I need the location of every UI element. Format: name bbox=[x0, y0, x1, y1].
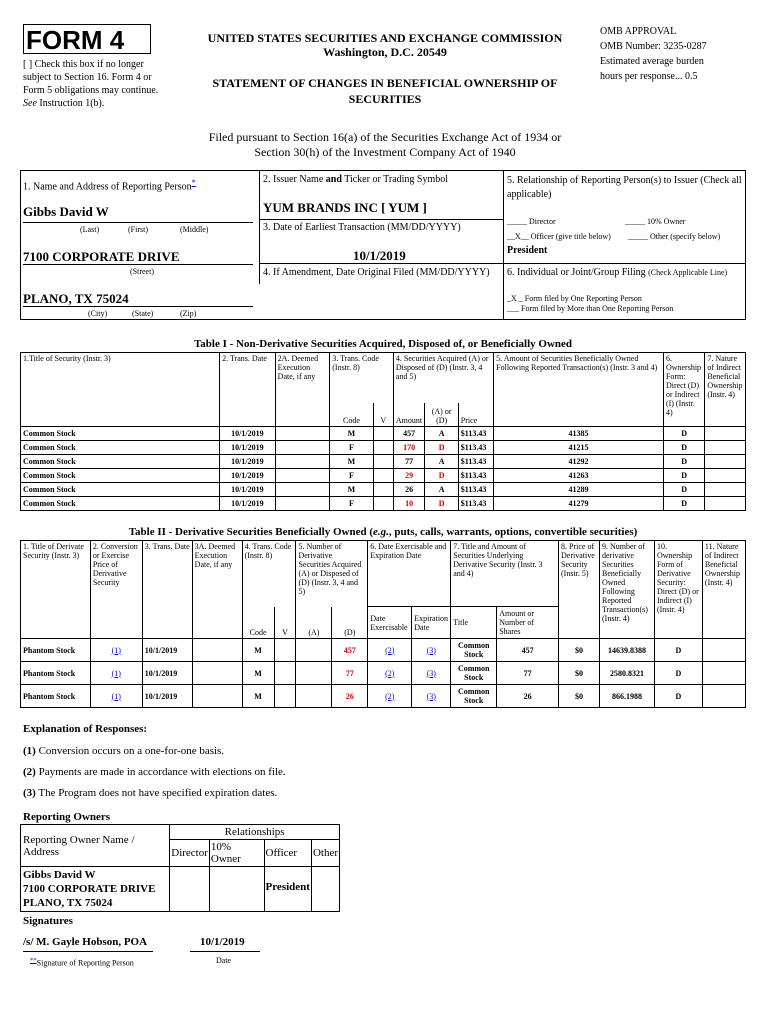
see-text: See bbox=[23, 98, 37, 109]
t2-ttl: Title bbox=[451, 607, 497, 639]
t1-cell-empty bbox=[275, 455, 330, 469]
t1-h5: 5. Amount of Securities Beneficially Owned Following Reported Transaction(s) (Instr. 3 and 4) bbox=[494, 353, 664, 427]
footnote-link[interactable]: (3) bbox=[412, 685, 451, 708]
owners-officer: Officer bbox=[264, 840, 311, 867]
t1-cell-empty bbox=[705, 469, 746, 483]
t1-cell-empty bbox=[705, 441, 746, 455]
t2-cell-date: 10/1/2019 bbox=[142, 685, 192, 708]
footnote-link[interactable]: (1) bbox=[90, 662, 142, 685]
form-title-box bbox=[23, 24, 151, 54]
omb-hours: hours per response... 0.5 bbox=[600, 71, 698, 82]
t1-h6: 6. Ownership Form: Direct (D) or Indirect (I) (Instr. 4) bbox=[663, 353, 704, 427]
t2-cell-price: $0 bbox=[559, 662, 600, 685]
t2-cell-price: $0 bbox=[559, 685, 600, 708]
t1-h7: 7. Nature of Indirect Beneficial Ownership (Instr. 4) bbox=[705, 353, 746, 427]
t1-cell-ad: D bbox=[425, 441, 458, 455]
t2-cell-ttl: Common Stock bbox=[451, 685, 497, 708]
t1-cell-code: F bbox=[330, 441, 373, 455]
t2-cell-empty bbox=[274, 639, 296, 662]
t1-h2: 2. Trans. Date bbox=[220, 353, 276, 427]
street-value: 7100 CORPORATE DRIVE bbox=[23, 249, 180, 264]
form-title: FORM 4 bbox=[26, 25, 125, 55]
t2-h3a: 3A. Deemed Execution Date, if any bbox=[192, 541, 242, 639]
t1-cell-form: D bbox=[663, 427, 704, 441]
owners-relationships: Relationships bbox=[170, 825, 340, 840]
first-label: (First) bbox=[128, 225, 148, 234]
t1-cell-amount: 29 bbox=[393, 469, 425, 483]
t1-amount: Amount bbox=[393, 403, 425, 427]
t2-cell-title: Phantom Stock bbox=[21, 662, 91, 685]
t1-cell-code: M bbox=[330, 483, 373, 497]
director-check[interactable]: _____ Director bbox=[507, 217, 556, 226]
middle-label: (Middle) bbox=[180, 225, 209, 234]
t1-cell-price: $113.43 bbox=[458, 483, 493, 497]
t2-cell-empty bbox=[702, 639, 745, 662]
owners-title: Reporting Owners bbox=[23, 811, 111, 823]
t1-cell-date: 10/1/2019 bbox=[220, 427, 276, 441]
t1-cell-empty bbox=[275, 427, 330, 441]
t1-cell-title: Common Stock bbox=[21, 483, 220, 497]
t2-h5: 5. Number of Derivative Securities Acquired (A) or Disposed of (D) (Instr. 3, 4 and 5) bbox=[296, 541, 368, 607]
city-value: PLANO, TX 75024 bbox=[23, 291, 129, 306]
t1-cell-form: D bbox=[663, 497, 704, 511]
t2-cell-title: Phantom Stock bbox=[21, 639, 91, 662]
t1-cell-empty bbox=[275, 469, 330, 483]
t1-cell-price: $113.43 bbox=[458, 469, 493, 483]
t1-cell-empty bbox=[373, 483, 393, 497]
t1-cell-empty bbox=[275, 483, 330, 497]
omb-number: OMB Number: 3235-0287 bbox=[600, 41, 707, 52]
table1-row bbox=[21, 497, 746, 511]
t1-cell-amount: 10 bbox=[393, 497, 425, 511]
t1-cell-title: Common Stock bbox=[21, 497, 220, 511]
owners-ten: 10% Owner bbox=[209, 840, 264, 867]
table1 bbox=[20, 352, 746, 511]
zip-label: (Zip) bbox=[180, 309, 197, 318]
explanation-title: Explanation of Responses: bbox=[23, 723, 148, 735]
t1-cell-date: 10/1/2019 bbox=[220, 455, 276, 469]
explanation-item: (3) The Program does not have specified expiration dates. bbox=[23, 787, 278, 799]
t2-cell-empty bbox=[274, 662, 296, 685]
table1-row bbox=[21, 469, 746, 483]
t2-h1: 1. Title of Derivate Security (Instr. 3) bbox=[21, 541, 91, 639]
filed-pursuant bbox=[100, 130, 670, 160]
t2-h2: 2. Conversion or Exercise Price of Derivative Security bbox=[90, 541, 142, 639]
t1-cell-empty bbox=[373, 497, 393, 511]
t2-cell-form: D bbox=[654, 685, 702, 708]
box4-label: 4. If Amendment, Date Original Filed (MM/DD/YYYY) bbox=[263, 267, 490, 278]
t2-cell-code: M bbox=[242, 662, 274, 685]
t2-code: Code bbox=[242, 607, 274, 639]
table1-row bbox=[21, 427, 746, 441]
filed-line-2: Section 30(h) of the Investment Company Act of 1940 bbox=[254, 145, 516, 159]
table2-row bbox=[21, 685, 746, 708]
signature-date: 10/1/2019 bbox=[200, 936, 245, 948]
t1-cell-empty bbox=[275, 497, 330, 511]
t1-cell-title: Common Stock bbox=[21, 455, 220, 469]
t2-date-ex: Date Exercisable bbox=[368, 607, 412, 639]
t2-cell-price: $0 bbox=[559, 639, 600, 662]
t2-cell-form: D bbox=[654, 662, 702, 685]
t1-cell-ad: A bbox=[425, 427, 458, 441]
instruction-text: Instruction 1(b). bbox=[39, 98, 105, 109]
box3-label: 3. Date of Earliest Transaction (MM/DD/YYYY) bbox=[263, 222, 461, 233]
date-label: Date bbox=[216, 956, 232, 965]
box6-label: 6. Individual or Joint/Group Filing (Check Applicable Line) bbox=[507, 267, 728, 278]
owners-col-name: Reporting Owner Name / Address bbox=[21, 825, 170, 867]
explanation-item: (2) Payments are made in accordance with elections on file. bbox=[23, 766, 286, 778]
t2-cell-empty bbox=[192, 685, 242, 708]
earliest-transaction-date: 10/1/2019 bbox=[353, 248, 406, 263]
omb-approval: OMB APPROVAL bbox=[600, 26, 677, 37]
footnote-link[interactable]: (2) bbox=[368, 685, 412, 708]
t1-cell-owned: 41263 bbox=[494, 469, 664, 483]
reporting-person-name: Gibbs David W bbox=[23, 204, 109, 219]
t1-cell-date: 10/1/2019 bbox=[220, 469, 276, 483]
owners-other: Other bbox=[311, 840, 339, 867]
check-box-note bbox=[23, 58, 168, 110]
statement-title: STATEMENT OF CHANGES IN BENEFICIAL OWNERSHIP OF SECURITIES bbox=[212, 76, 558, 106]
issuer-value: YUM BRANDS INC [ YUM ] bbox=[263, 200, 427, 215]
t1-h2a: 2A. Deemed Execution Date, if any bbox=[275, 353, 330, 427]
footnote-link[interactable]: (3) bbox=[412, 662, 451, 685]
t2-h3: 3. Trans. Date bbox=[142, 541, 192, 639]
t1-cell-ad: A bbox=[425, 483, 458, 497]
explanation-list bbox=[23, 741, 286, 804]
t1-cell-code: F bbox=[330, 469, 373, 483]
footnote-link[interactable]: (2) bbox=[368, 639, 412, 662]
t2-cell-empty bbox=[274, 685, 296, 708]
signature-footnote-link[interactable]: ** bbox=[30, 957, 37, 964]
t2-cell-code: M bbox=[242, 685, 274, 708]
table2 bbox=[20, 540, 746, 708]
t2-h11: 11. Nature of Indirect Beneficial Ownership (Instr. 4) bbox=[702, 541, 745, 639]
box2-label: 2. Issuer Name and Ticker or Trading Symbol bbox=[263, 174, 449, 185]
footnote-link[interactable]: (2) bbox=[368, 662, 412, 685]
t2-cell-code: M bbox=[242, 639, 274, 662]
t2-cell-empty bbox=[296, 639, 332, 662]
t1-cell-empty bbox=[275, 441, 330, 455]
t2-cell-owned: 866.1988 bbox=[600, 685, 655, 708]
t2-cell-ttl: Common Stock bbox=[451, 639, 497, 662]
t2-h6: 6. Date Exercisable and Expiration Date bbox=[368, 541, 451, 607]
t1-cell-owned: 41292 bbox=[494, 455, 664, 469]
t2-exp: Expiration Date bbox=[412, 607, 451, 639]
table2-row bbox=[21, 639, 746, 662]
t2-cell-title: Phantom Stock bbox=[21, 685, 91, 708]
explanation-item: (1) Conversion occurs on a one-for-one basis. bbox=[23, 745, 225, 757]
t1-cell-code: M bbox=[330, 427, 373, 441]
check-box-text: [ ] Check this box if no longer subject to Section 16. Form 4 or Form 5 obligations may continue. bbox=[23, 59, 159, 96]
t1-h4: 4. Securities Acquired (A) or Disposed of (D) (Instr. 3, 4 and 5) bbox=[393, 353, 493, 403]
t2-cell-amt: 26 bbox=[497, 685, 559, 708]
filed-more[interactable]: ___ Form filed by More than One Reporting Person bbox=[507, 304, 674, 313]
signature-name: /s/ M. Gayle Hobson, POA bbox=[23, 936, 148, 948]
t2-cell-date: 10/1/2019 bbox=[142, 662, 192, 685]
table1-row bbox=[21, 483, 746, 497]
t1-cell-empty bbox=[705, 455, 746, 469]
t1-cell-form: D bbox=[663, 469, 704, 483]
t1-cell-date: 10/1/2019 bbox=[220, 497, 276, 511]
owner-officer-value: President bbox=[264, 867, 311, 912]
t2-a: (A) bbox=[296, 607, 332, 639]
t1-cell-ad: D bbox=[425, 469, 458, 483]
footnote-link[interactable]: (1) bbox=[90, 685, 142, 708]
t2-cell-d: 77 bbox=[332, 662, 368, 685]
city-label: (City) bbox=[88, 309, 108, 318]
location: Washington, D.C. 20549 bbox=[323, 45, 447, 59]
t2-h4: 4. Trans. Code (Instr. 8) bbox=[242, 541, 296, 607]
t1-cell-price: $113.43 bbox=[458, 441, 493, 455]
t2-d: (D) bbox=[332, 607, 368, 639]
t1-cell-price: $113.43 bbox=[458, 497, 493, 511]
filed-one[interactable]: _X _ Form filed by One Reporting Person bbox=[507, 294, 642, 303]
t1-cell-ad: A bbox=[425, 455, 458, 469]
table1-title: Table I - Non-Derivative Securities Acquired, Disposed of, or Beneficially Owned bbox=[193, 338, 573, 350]
t1-cell-amount: 77 bbox=[393, 455, 425, 469]
other-check[interactable]: _____ Other (specify below) bbox=[628, 232, 721, 241]
filed-line-1: Filed pursuant to Section 16(a) of the Securities Exchange Act of 1934 or bbox=[208, 130, 562, 144]
t2-h10: 10. Ownership Form of Derivative Security: Direct (D) or Indirect (I) (Instr. 4) bbox=[654, 541, 702, 639]
officer-check[interactable]: __X__ Officer (give title below) bbox=[507, 232, 611, 241]
t2-cell-date: 10/1/2019 bbox=[142, 639, 192, 662]
t2-amt: Amount or Number of Shares bbox=[497, 607, 559, 639]
t1-cell-empty bbox=[705, 427, 746, 441]
table1-row bbox=[21, 455, 746, 469]
t1-cell-date: 10/1/2019 bbox=[220, 483, 276, 497]
t1-cell-empty bbox=[705, 483, 746, 497]
t1-cell-date: 10/1/2019 bbox=[220, 441, 276, 455]
t1-cell-amount: 457 bbox=[393, 427, 425, 441]
t2-h8: 8. Price of Derivative Security (Instr. 5) bbox=[559, 541, 600, 639]
t1-cell-amount: 26 bbox=[393, 483, 425, 497]
owner-address: Gibbs David W 7100 CORPORATE DRIVE PLANO, TX 75024 bbox=[21, 867, 170, 912]
t1-cell-empty bbox=[373, 455, 393, 469]
state-label: (State) bbox=[132, 309, 154, 318]
footnote-link[interactable]: (3) bbox=[412, 639, 451, 662]
t2-cell-owned: 14639.8388 bbox=[600, 639, 655, 662]
footnote-link[interactable]: * bbox=[191, 178, 196, 187]
t1-cell-empty bbox=[373, 469, 393, 483]
t2-cell-d: 26 bbox=[332, 685, 368, 708]
t2-cell-empty bbox=[702, 662, 745, 685]
agency: UNITED STATES SECURITIES AND EXCHANGE COMMISSION bbox=[207, 31, 563, 45]
t1-cell-owned: 41215 bbox=[494, 441, 664, 455]
table2-row bbox=[21, 662, 746, 685]
t2-cell-form: D bbox=[654, 639, 702, 662]
t1-cell-empty bbox=[373, 427, 393, 441]
last-label: (Last) bbox=[80, 225, 100, 234]
t1-cell-price: $113.43 bbox=[458, 455, 493, 469]
t1-v: V bbox=[373, 403, 393, 427]
t2-cell-empty bbox=[702, 685, 745, 708]
box5-label: 5. Relationship of Reporting Person(s) to Issuer (Check all applicable) bbox=[507, 175, 742, 200]
t2-cell-empty bbox=[296, 685, 332, 708]
owners-director: Director bbox=[170, 840, 210, 867]
t2-cell-amt: 77 bbox=[497, 662, 559, 685]
t2-h7: 7. Title and Amount of Securities Underlying Derivative Security (Instr. 3 and 4) bbox=[451, 541, 559, 607]
t1-cell-empty bbox=[705, 497, 746, 511]
omb-burden: Estimated average burden bbox=[600, 56, 704, 67]
t1-code: Code bbox=[330, 403, 373, 427]
t2-cell-amt: 457 bbox=[497, 639, 559, 662]
omb-box bbox=[600, 24, 750, 84]
t2-cell-owned: 2580.8321 bbox=[600, 662, 655, 685]
footnote-link[interactable]: (1) bbox=[90, 639, 142, 662]
t1-cell-ad: D bbox=[425, 497, 458, 511]
officer-title: President bbox=[507, 245, 548, 256]
street-label: (Street) bbox=[130, 267, 154, 276]
box1-label: 1. Name and Address of Reporting Person* bbox=[23, 178, 196, 193]
t1-cell-title: Common Stock bbox=[21, 441, 220, 455]
owners-table bbox=[20, 824, 340, 912]
t1-cell-form: D bbox=[663, 441, 704, 455]
t1-cell-owned: 41289 bbox=[494, 483, 664, 497]
t1-cell-owned: 41279 bbox=[494, 497, 664, 511]
t1-h3: 3. Trans. Code (Instr. 8) bbox=[330, 353, 394, 403]
t1-h1: 1.Title of Security (Instr. 3) bbox=[21, 353, 220, 427]
t1-cell-code: F bbox=[330, 497, 373, 511]
t1-cell-form: D bbox=[663, 483, 704, 497]
t1-aord: (A) or (D) bbox=[425, 403, 458, 427]
t1-cell-code: M bbox=[330, 455, 373, 469]
t1-cell-form: D bbox=[663, 455, 704, 469]
t1-cell-price: $113.43 bbox=[458, 427, 493, 441]
t2-h9: 9. Number of derivative Securities Beneficially Owned Following Reported Transaction(s) (Instr. 4) bbox=[600, 541, 655, 639]
t1-cell-title: Common Stock bbox=[21, 469, 220, 483]
signatures-title: Signatures bbox=[23, 915, 73, 927]
table1-row bbox=[21, 441, 746, 455]
t2-cell-empty bbox=[192, 662, 242, 685]
t2-cell-empty bbox=[296, 662, 332, 685]
t2-v: V bbox=[274, 607, 296, 639]
t2-cell-empty bbox=[192, 639, 242, 662]
t1-cell-amount: 170 bbox=[393, 441, 425, 455]
t1-cell-owned: 41385 bbox=[494, 427, 664, 441]
table2-title: Table II - Derivative Securities Beneficially Owned (e.g., puts, calls, warrants, options, convertible securities) bbox=[128, 526, 638, 538]
t1-cell-empty bbox=[373, 441, 393, 455]
t1-cell-title: Common Stock bbox=[21, 427, 220, 441]
signature-label: **Signature of Reporting Person bbox=[30, 957, 134, 968]
t2-cell-d: 457 bbox=[332, 639, 368, 662]
t2-cell-ttl: Common Stock bbox=[451, 662, 497, 685]
ten-pct-check[interactable]: _____ 10% Owner bbox=[625, 217, 686, 226]
t1-price: Price bbox=[458, 403, 493, 427]
